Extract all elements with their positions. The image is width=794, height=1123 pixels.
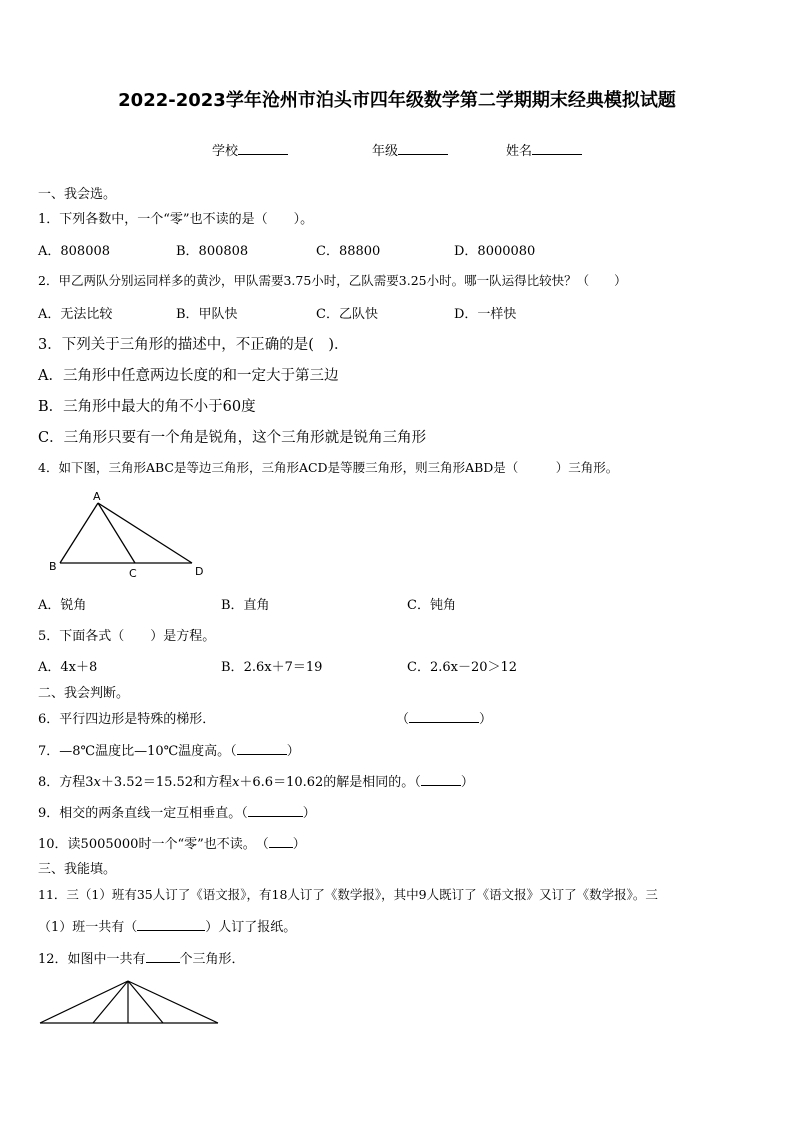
q5-option-b[interactable] [221,656,322,675]
label-a: A [93,490,101,503]
q5-option-a[interactable] [38,656,97,675]
q1-option-a[interactable]: A．808008 [38,244,111,259]
inner-line-3 [128,981,163,1023]
q10-answer-blank[interactable] [269,835,293,848]
grade-blank[interactable] [398,142,448,155]
question-4: 4．如下图，三角形ABC是等边三角形，三角形ACD是等腰三角形，则三角形ABD是（ ）三角形。 [38,460,619,475]
q4-option-b[interactable]: B．直角 [221,598,270,613]
question-6: 6．平行四边形是特殊的梯形． [38,712,216,727]
question-1: 1．下列各数中，一个“零”也不读的是（ ）。 [38,212,314,227]
question-2: 2．甲乙两队分别运同样多的黄沙，甲队需要3.75小时，乙队需要3.25小时。哪一队运得比较快？（ ） [38,273,627,288]
q1-option-d[interactable]: D．8000080 [454,244,536,259]
label-d: D [195,565,204,578]
q8-variable-2: x [232,775,240,790]
q3-option-b[interactable]: B．三角形中最大的角不小于60度 [38,399,256,415]
question-5: 5．下面各式（ ）是方程。 [38,629,216,644]
q10-text: 10．读5005000时一个“零”也不读。 [38,837,250,852]
edge-ad [98,503,192,563]
q3-option-c[interactable]: C．三角形只要有一个角是锐角，这个三角形就是锐角三角形 [38,430,427,446]
question-9: 9．相交的两条直线一定互相垂直。（ ） [38,806,316,821]
question-7: 7．—8℃温度比—10℃温度高。（ ） [38,744,300,759]
question-12 [38,948,245,967]
q8-part2: ＋3.52＝15.52和方程 [100,775,233,790]
q5-option-c-label: C． [407,660,430,675]
q5-option-a-label: A． [38,660,61,675]
q4-option-a[interactable]: A．锐角 [38,598,87,613]
q2-option-a[interactable]: A．无法比较 [38,307,113,322]
q5-option-c-expr: 2.6x－20＞12 [429,660,518,675]
section-1-heading: 一、我会选。 [38,187,117,202]
question-11-line-1: 11．三（1）班有35人订了《语文报》，有18人订了《数学报》，其中9人既订了《语文报》又订了《数学报》。三 [38,887,658,902]
triangle-abd-figure [40,488,220,583]
q9-text: 9．相交的两条直线一定互相垂直。 [38,806,242,821]
q11-text-a: （1）班一共有（ [38,920,138,935]
name-field[interactable] [506,140,582,159]
grade-label: 年级 [372,144,399,159]
q2-option-d[interactable]: D．一样快 [454,307,517,322]
q7-text: 7．—8℃温度比—10℃温度高。 [38,744,231,759]
edge-ac [98,503,135,563]
q3-option-a[interactable]: A．三角形中任意两边长度的和一定大于第三边 [38,368,339,384]
q12-part1: 12．如图中一共有 [38,952,146,967]
left-side [40,981,128,1023]
q12-part2: 个三角形． [179,952,245,967]
q8-part3: ＋6.6＝10.62的解是相同的。 [239,775,415,790]
q11-answer-blank[interactable] [137,918,205,931]
question-3: 3．下列关于三角形的描述中，不正确的是( )． [38,337,349,353]
page-title: 2022-2023学年沧州市泊头市四年级数学第二学期期末经典模拟试题 [118,90,676,111]
q12-answer-blank[interactable] [146,950,180,963]
school-label: 学校 [212,144,239,159]
triangle-count-figure [38,978,228,1028]
grade-field[interactable] [372,140,448,159]
q8-part1: 8．方程3 [38,775,94,790]
name-blank[interactable] [532,142,582,155]
name-label: 姓名 [506,144,533,159]
q5-option-b-expr: 2.6x＋7＝19 [243,660,323,675]
label-c: C [129,567,137,580]
question-10: 10．读5005000时一个“零”也不读。 （ ） [38,837,306,852]
school-field[interactable] [212,140,288,159]
q7-answer-blank[interactable] [237,742,287,755]
label-b: B [49,560,57,573]
q11-text-b: ）人订了报纸。 [205,920,297,935]
question-8: 8．方程3x＋3.52＝15.52和方程x＋6.6＝10.62的解是相同的。（ ） [38,775,474,790]
section-3-heading: 三、我能填。 [38,862,117,877]
q2-option-b[interactable]: B．甲队快 [176,307,238,322]
q9-answer-blank[interactable] [248,804,303,817]
q1-option-b[interactable]: B．800808 [176,244,249,259]
section-2-heading: 二、我会判断。 [38,686,130,701]
edge-ab [60,503,98,563]
inner-line-1 [93,981,128,1023]
school-blank[interactable] [238,142,288,155]
q5-option-a-expr: 4x＋8 [60,660,98,675]
q8-answer-blank[interactable] [421,773,461,786]
q2-option-c[interactable]: C．乙队快 [316,307,378,322]
question-11-line-2 [38,916,296,935]
q5-option-b-label: B． [221,660,244,675]
q1-option-c[interactable]: C．88800 [316,244,381,259]
q6-answer-blank[interactable]: （ ） [396,712,493,727]
q5-option-c[interactable] [407,656,517,675]
q4-option-c[interactable]: C．钝角 [407,598,456,613]
right-side [128,981,218,1023]
q8-variable-1: x [93,775,101,790]
